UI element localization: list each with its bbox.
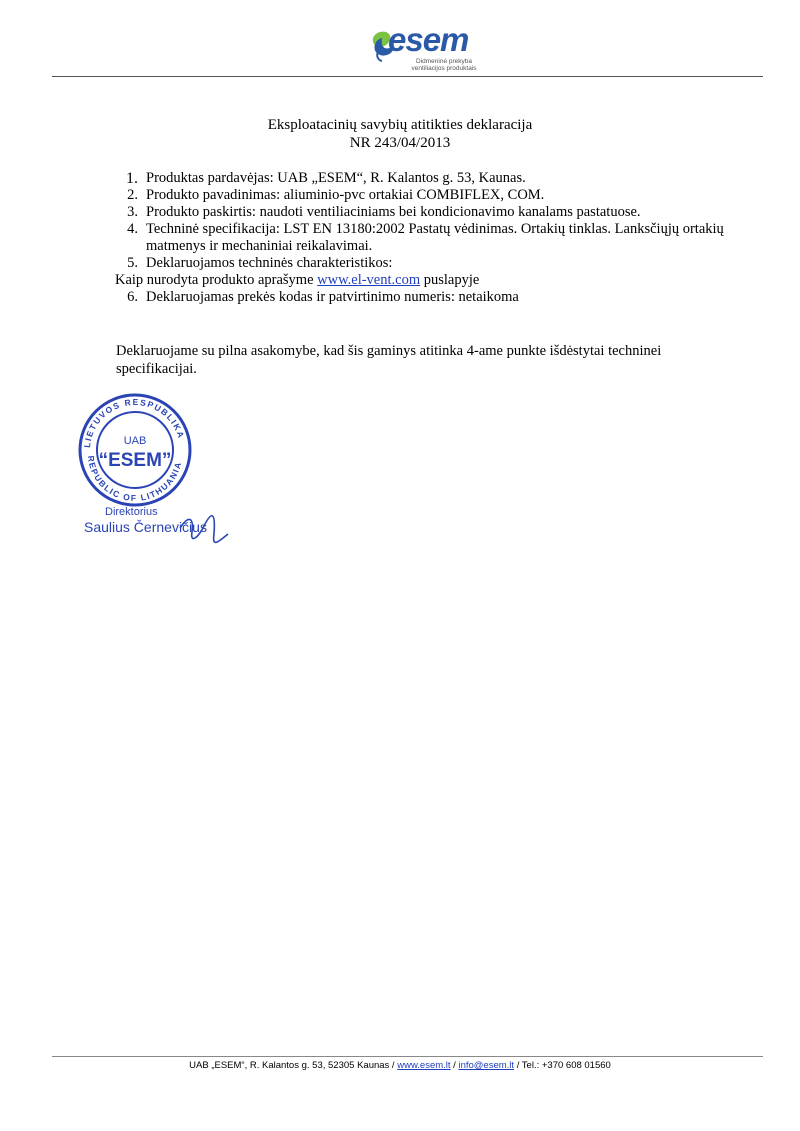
stamp-esem: “ESEM” (98, 450, 172, 471)
title-line-1: Eksploatacinių savybių atitikties deklaracija (267, 117, 533, 133)
declaration-statement: Deklaruojame su pilna asakomybe, kad šis gaminys atitinka 4-ame punkte išdėstytai techninei specifikacijai. (116, 343, 662, 377)
document-title (0, 116, 800, 152)
logo-tagline: Didmeninė prekyba ventiliacijos produktais (411, 58, 477, 72)
list-item (116, 204, 736, 221)
stamp-seal-icon (60, 388, 260, 563)
company-logo (368, 21, 478, 74)
stamp-bottom-text: REPUBLIC OF LITHUANIA (85, 454, 184, 504)
item-text: Deklaruojamos techninės charakteristikos: (146, 255, 393, 271)
footer-divider (52, 1056, 763, 1057)
item-text: Techninė specifikacija: LST EN 13180:2002 Pastatų vėdinimas. Ortakių tinklas. Lanksčiųjų ortakių matmenys ir mechaniniai reikalavimai. (146, 221, 724, 254)
item-text: Produkto paskirtis: naudoti ventiliaciniams bei kondicionavimo kanalams pastatuose. (146, 204, 641, 220)
email-link[interactable]: info@esem.lt (458, 1060, 515, 1071)
website-link[interactable]: www.esem.lt (397, 1060, 451, 1071)
item-text: Produkto pavadinimas: aliuminio-pvc ortakiai COMBIFLEX, COM. (146, 187, 545, 203)
header-divider (52, 76, 763, 77)
stamp-uab: UAB (123, 435, 147, 447)
company-stamp (60, 388, 260, 563)
item-number: 4. (127, 221, 138, 237)
item5-note: Kaip nurodyta produkto aprašyme www.el-vent.com puslapyje (115, 272, 480, 288)
item-number: 2. (127, 187, 138, 203)
logo-wordmark: esem (388, 21, 469, 58)
page-footer: UAB „ESEM“, R. Kalantos g. 53, 52305 Kaunas / www.esem.lt / info@esem.lt / Tel.: +370 608 01560 (189, 1060, 611, 1071)
item-text: Deklaruojamas prekės kodas ir patvirtinimo numeris: netaikoma (146, 289, 519, 305)
list-item (116, 170, 736, 187)
list-item (116, 255, 736, 272)
item-number: 3. (127, 204, 138, 220)
title-line-2: NR 243/04/2013 (349, 135, 451, 151)
item-number: 5. (127, 255, 138, 271)
item-number: 6. (127, 289, 138, 305)
item-number: 1. (126, 170, 138, 187)
list-item (116, 289, 736, 306)
list-item (116, 221, 736, 255)
list-item (116, 187, 736, 204)
stamp-name: Saulius Černevičius (84, 519, 207, 535)
declaration-items (116, 170, 736, 306)
stamp-top-text: LIETUVOS RESPUBLIKA (81, 396, 187, 449)
item-text: Produktas pardavėjas: UAB „ESEM“, R. Kalantos g. 53, Kaunas. (146, 170, 526, 186)
stamp-role: Direktorius (105, 506, 158, 518)
el-vent-link[interactable]: www.el-vent.com (317, 272, 421, 288)
